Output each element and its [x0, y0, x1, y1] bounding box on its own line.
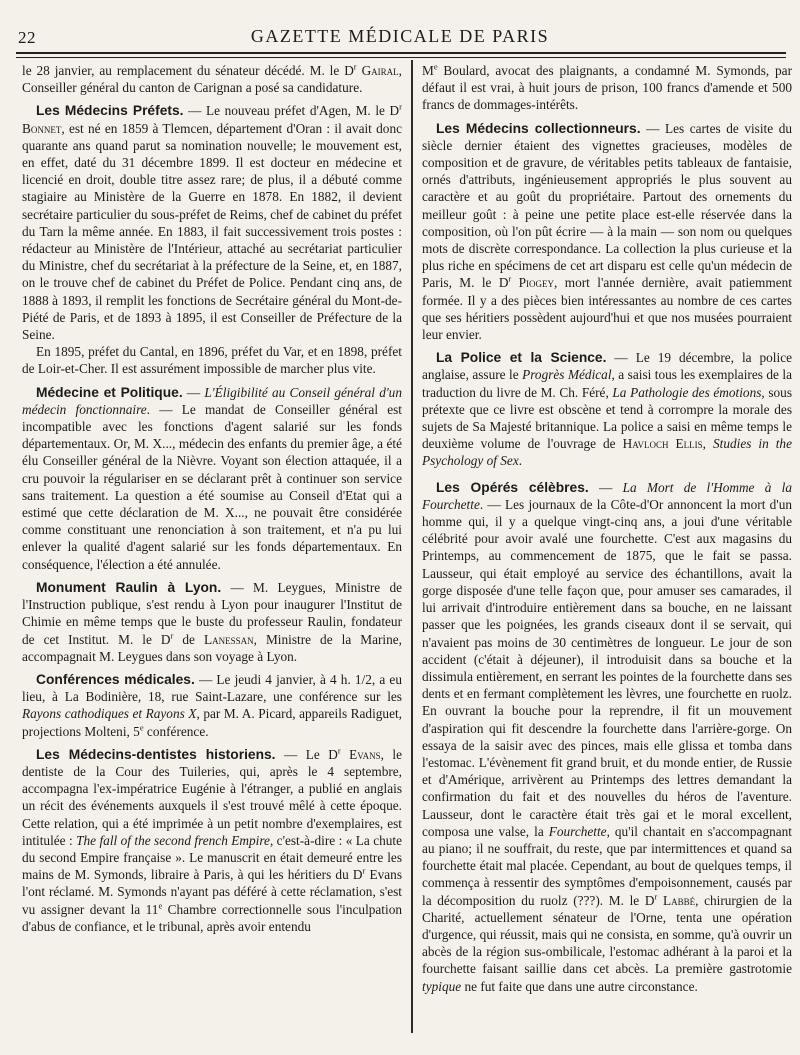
- column-divider: [411, 60, 413, 1033]
- article-heading: Les Médecins-dentistes historiens.: [36, 746, 276, 762]
- article-heading: Médecine et Politique.: [36, 384, 183, 400]
- article-heading: Conférences médicales.: [36, 671, 195, 687]
- right-column: [422, 62, 792, 995]
- article-police-science: La Police et la Science. — Le 19 décembre, la police anglaise, assure le Progrès Médical, a saisi tous les exemplaires de la traduction du livre de M. Ch. Féré, La Pathologie des émotions, sous prétexte que ce livre est obscène et tend à corrompre la morale des sujets de Sa Majesté britannique. La police a saisi en même temps le deuxième volume de l'ouvrage de Havloch Ellis, Studies in the Psychology of Sex.: [422, 350, 793, 469]
- article-medecins-collectionneurs: Les Médecins collectionneurs. — Les cartes de visite du siècle dernier étaient des vignettes gracieuses, modèles de composition et de gravure, de véritables petits tableaux de fantaisie, ornés d'attributs, ingénieusement appropriés le plus souvent au caractère et au goût du propriétaire. Partout des ornements du meilleur goût : à peine une petite place est-elle réservée dans la composition, où l'on pût écrire — à la main — son nom ou quelques mots de discrète correspondance. La collection la plus curieuse et la plus riche en spécimens de cet art disparu est celle qu'un médecin de Paris, M. le $D^r$ Piogey, mort l'année dernière, avait patiemment formée. Il y a des pièces bien intéressantes au nombre de ces cartes que ses héritiers possèdent aujourd'hui et que nos musées pourraient leur envier.: [422, 120, 792, 343]
- article-operes-celebres: Les Opérés célèbres. — La Mort de l'Homme à la Fourchette. — Les journaux de la Côte-d'Or annoncent la mort d'un homme qui, il y a quelque vingt-cinq ans, a joui d'une véritable célébrité pour avoir avalé une fourchette. C'est aux magasins du Printemps, au commencement de 1875, que le fait se passa. Lausseur, qui était employé au service des échantillons, avait la gorge disposée d'une telle façon que, pour amuser ses camarades, il lui arrivait d'introduire entièrement dans sa bouche, en ne laissant passer que les poignées, les grands ciseaux dont il se servait, qui n'avaient pas moins de 30 centimètres de longueur. Le jour de son accident (c'était à déjeuner), il introduisit dans sa bouche et la dissimula entièrement, en serrant les pointes de la fourchette dans ses dents et en fermant complètement les lèvres, une fourchette en ruolz. En ouvrant la bouche pour la reprendre, il fit un mouvement d'aspiration qui fit descendre la fourchette dans l'arrière-gorge. On essaya de la saisir avec des pinces, mais elle glissa et tomba dans l'estomac. L'évènement fit grand bruit, et du monde entier, de Russie et d'Amérique, arrivèrent au Printemps des lettres demandant la confirmation du fait et des nouvelles du héros de l'aventure. Lausseur, dont le caractère était très gai et le moral excellent, composa une valse, la Fourchette, qu'il chantait en s'accompagnant au piano; il ne souffrait, du reste, que par intermittences et quand sa fourchette était mal placée. Cependant, au bout de quelques temps, il commença à ressentir des symptômes d'empoisonnement, causés par la décomposition du ruolz (???). M. le $D^r$ Labbé, chirurgien de la Charité, actuellement sénateur de l'Orne, tenta une opération d'urgence, qui réussit, mais qui ne consista, en somme, qu'à ouvrir un abcès de la région sus-ombilicale, l'estomac adhérant à la paroi et la fourchette faisant saillie dans cet abcès. La première gastrotomie typique ne fut faite que dans une autre circonstance.: [422, 479, 792, 994]
- article-heading: La Police et la Science.: [436, 350, 607, 366]
- journal-title: GAZETTE MÉDICALE DE PARIS: [250, 26, 550, 46]
- article-heading: Les Médecins Préfets.: [36, 103, 184, 119]
- article-intro-continuation: le 28 janvier, au remplacement du sénateur décédé. M. le $D^r$ Gairal, Conseiller général du canton de Carignan a posé sa candidature.: [22, 61, 402, 96]
- article-dentistes-historiens: Les Médecins-dentistes historiens. — Le $D^r$ Evans, le dentiste de la Cour des Tuileries, qui, après le 4 septembre, accompagna l'ex-impératrice Eugénie à l'étranger, a publié en anglais un récit des événements auxquels il s'est trouvé mêlé à cette époque. Cette relation, qui a été imprimée à un petit nombre d'exemplaires, est intitulée : The fall of the second french Empire, c'est-à-dire : « La chute du second Empire française ». Le manuscrit en était demeuré entre les mains de M. Symonds, libraire à Paris, à qui les héritiers du $D^r$ Evans l'ont réclamé. M. Symonds n'ayant pas déféré à cette réclamation, s'est vu assigner devant la 11e Chambre correctionnelle sous l'inculpation d'abus de confiance, et le tribunal, après avoir entendu: [22, 745, 403, 934]
- header-rule-thin: [16, 57, 786, 58]
- article-heading: Les Médecins collectionneurs.: [436, 120, 641, 136]
- article-monument-raulin: Monument Raulin à Lyon. — M. Leygues, Ministre de l'Instruction publique, s'est rendu à Lyon pour inaugurer l'Institut de Chimie en même temps que le buste du professeur Raulin, fondateur de cet Institut. M. le $D^r$ de Lanessan, Ministre de la Marine, accompagnait M. Leygues dans son voyage à Lyon.: [22, 579, 402, 664]
- article-medecine-politique: Médecine et Politique. — L'Éligibilité au Conseil général d'un médecin fonctionnaire. — Le mandat de Conseiller général est incompatible avec les fonctions d'agent salarié sur les fonds départementaux. Or, M. X..., médecin des enfants du premier âge, a été élu Conseiller général de la Nièvre. Voyant son élection attaquée, il a cru pouvoir la régulariser en se déclarant prêt à continuer son service sans traitement. La question a été soumise au Conseil d'Etat qui a estimé que cette déclaration de M. X..., ne pouvait être considérée comme constituant une renonciation à son traitement, et n'a pu lui enlever la qualité d'agent salarié sur les fonds départementaux. En conséquence, l'élection a été annulée.: [22, 384, 403, 572]
- header-rule: [16, 52, 786, 54]
- article-medecins-prefets: Les Médecins Préfets. — Le nouveau préfet d'Agen, M. le $D^r$ Bonnet, est né en 1859 à Tlemcen, département d'Oran : il avait donc quarante ans quand parut sa nomination nouvelle; le mouvement est, en effet, daté du 31 décembre 1899. Il est docteur en médecine et licencié en droit, double titre assez rare; de plus, il a débuté comme stagiaire au Ministère de la Guerre en 1878. En 1882, il devient secrétaire particulier du sous-préfet de Reims, chef de cabinet du préfet du Tarn la même année. En 1883, il fait successivement trois postes : rédacteur au Ministère de l'Intérieur, attaché au secrétariat particulier du Ministre, chef du secrétariat à la préfecture de la Seine, et, en 1887, on le trouve chef de cabinet du Préfet de Police. Pendant cinq ans, de 1888 à 1893, il remplit les fonctions de Secrétaire général du Mont-de-Piété de Paris, et de 1893 à 1895, il est Conseiller de Préfecture de la Seine.: [22, 101, 402, 343]
- left-column: [22, 62, 402, 935]
- page-number: 22: [18, 28, 36, 47]
- article-heading: Monument Raulin à Lyon.: [36, 579, 222, 595]
- article-paragraph: En 1895, préfet du Cantal, en 1896, préfet du Var, et en 1898, préfet de Loir-et-Cher. Il est assurément impossible de marcher plus vite.: [22, 344, 402, 377]
- article-continuation: Me Boulard, avocat des plaignants, a condamné M. Symonds, par défaut il est vrai, à huit jours de prison, 100 francs d'amende et 500 francs de dommages-intérêts.: [422, 61, 792, 113]
- article-conferences-medicales: Conférences médicales. — Le jeudi 4 janvier, à 4 h. 1/2, a eu lieu, à La Bodinière, 18, rue Saint-Lazare, une conférence sur les Rayons cathodiques et Rayons X, par M. A. Picard, appareils Radiguet, projections Molteni, 5e conférence.: [22, 671, 402, 739]
- article-heading: Les Opérés célèbres.: [436, 479, 589, 495]
